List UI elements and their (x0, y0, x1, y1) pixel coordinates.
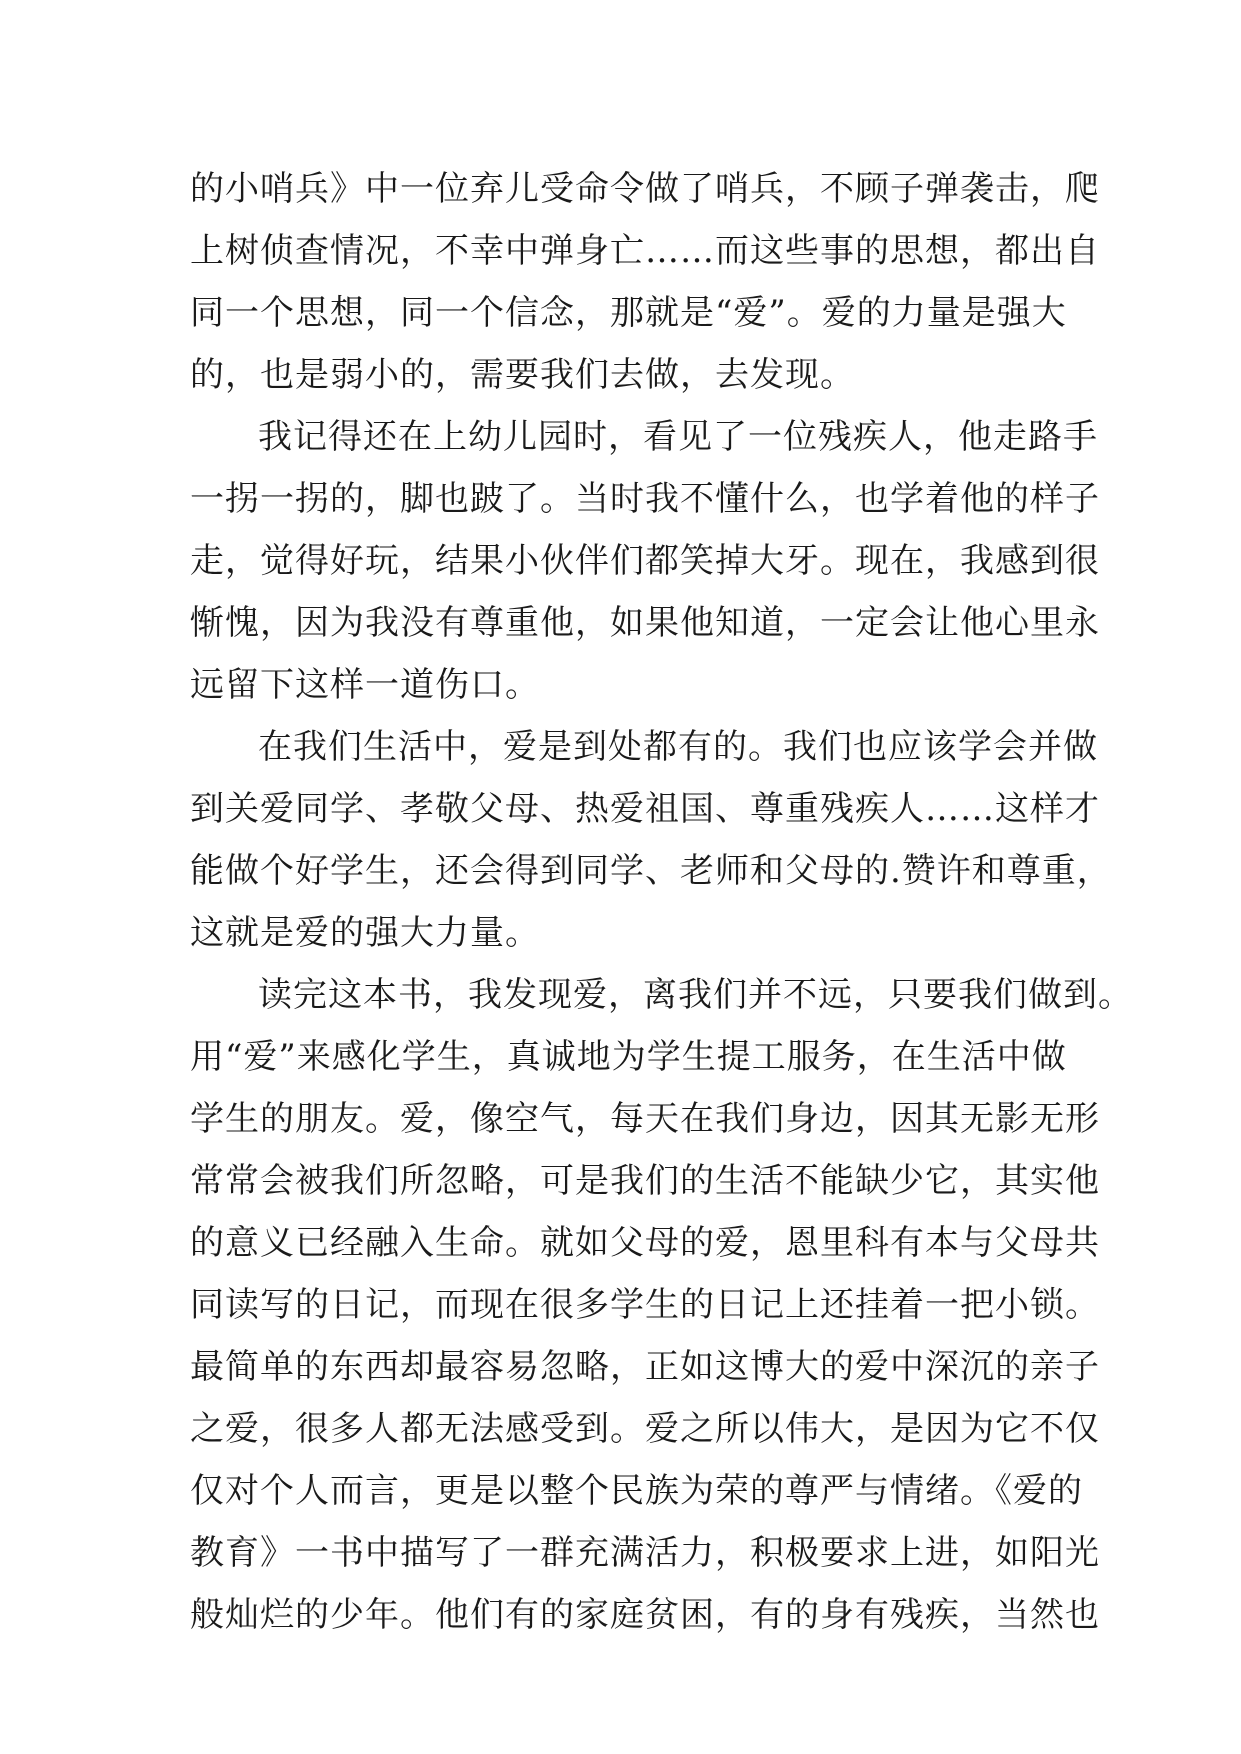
text-line: 最简单的东西却最容易忽略，正如这博大的爱中深沉的亲子 (190, 1347, 1100, 1387)
text-line: 到关爱同学、孝敬父母、热爱祖国、尊重残疾人……这样才 (190, 789, 1100, 829)
text-line: 仅对个人而言，更是以整个民族为荣的尊严与情绪。《爱的 (190, 1471, 1083, 1511)
text-line: 的意义已经融入生命。就如父母的爱，恩里科有本与父母共 (190, 1223, 1100, 1263)
text-line: 之爱，很多人都无法感受到。爱之所以伟大，是因为它不仅 (190, 1409, 1100, 1449)
text-line: 用“爱”来感化学生，真诚地为学生提工服务，在生活中做 (190, 1037, 1067, 1077)
text-line: 能做个好学生，还会得到同学、老师和父母的.赞许和尊重， (190, 851, 1112, 891)
text-line: 同读写的日记，而现在很多学生的日记上还挂着一把小锁。 (190, 1285, 1100, 1325)
text-line: 走，觉得好玩，结果小伙伴们都笑掉大牙。现在，我感到很 (190, 541, 1100, 581)
paragraph-first-line: 我记得还在上幼儿园时，看见了一位残疾人，他走路手 (258, 417, 1098, 457)
text-line: 常常会被我们所忽略，可是我们的生活不能缺少它，其实他 (190, 1161, 1100, 1201)
text-line: 教育》一书中描写了一群充满活力，积极要求上进，如阳光 (190, 1533, 1100, 1573)
paragraph-first-line: 读完这本书，我发现爱，离我们并不远，只要我们做到。 (258, 975, 1133, 1015)
text-line: 上树侦查情况，不幸中弹身亡……而这些事的思想，都出自 (190, 231, 1100, 271)
paragraph-first-line: 在我们生活中，爱是到处都有的。我们也应该学会并做 (258, 727, 1098, 767)
text-line: 学生的朋友。爱，像空气，每天在我们身边，因其无影无形 (190, 1099, 1100, 1139)
body-text (190, 158, 1133, 1646)
text-line: 的，也是弱小的，需要我们去做，去发现。 (190, 355, 855, 395)
text-line: 一拐一拐的，脚也跛了。当时我不懂什么，也学着他的样子 (190, 479, 1100, 519)
text-line: 远留下这样一道伤口。 (190, 665, 540, 705)
text-line: 这就是爱的强大力量。 (190, 913, 540, 953)
text-line: 的小哨兵》中一位弃儿受命令做了哨兵，不顾子弹袭击，爬 (190, 169, 1100, 209)
text-line: 惭愧，因为我没有尊重他，如果他知道，一定会让他心里永 (190, 603, 1100, 643)
text-line: 同一个思想，同一个信念，那就是“爱”。爱的力量是强大 (190, 293, 1067, 333)
text-line: 般灿烂的少年。他们有的家庭贫困，有的身有残疾，当然也 (190, 1595, 1100, 1635)
